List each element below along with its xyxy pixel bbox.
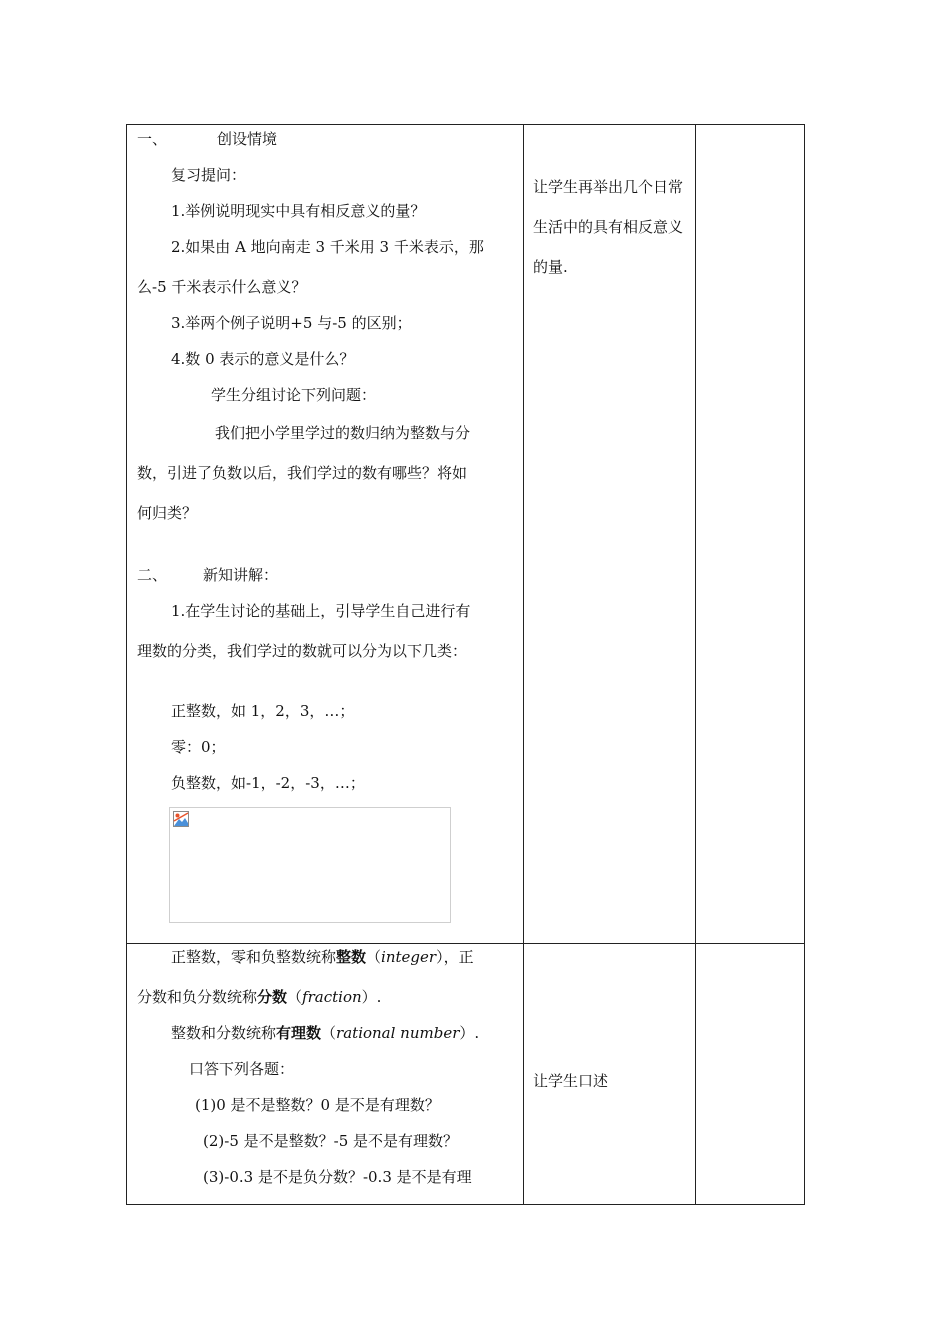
question-1: 1.举例说明现实中具有相反意义的量？ — [171, 202, 426, 220]
zero-item: 零：0； — [171, 738, 226, 756]
lesson-table — [126, 124, 805, 1205]
teaching-note-1: 让学生再举出几个日常生活中的具有相反意义的量. — [533, 178, 684, 276]
new-knowledge-line-2: 理数的分类，我们学过的数就可以分为以下几类： — [137, 642, 468, 660]
heading-1-title: 创设情境 — [217, 130, 278, 148]
discussion-line-2: 数，引进了负数以后，我们学过的数有哪些？将如 — [137, 464, 468, 482]
heading-1-number: 一、 — [137, 130, 168, 148]
discussion-line-3: 何归类？ — [137, 504, 198, 522]
positive-integers: 正整数，如 1，2，3，…； — [171, 702, 355, 720]
column-divider-2 — [695, 125, 696, 1204]
oral-answer-label: 口答下列各题： — [189, 1060, 295, 1078]
discussion-line-1: 我们把小学里学过的数归纳为整数与分 — [215, 424, 471, 442]
group-discussion-label: 学生分组讨论下列问题： — [211, 386, 377, 404]
broken-image-icon — [173, 811, 189, 827]
integer-definition: 正整数，零和负整数统称整数（integer），正 — [171, 948, 474, 966]
question-4: 4.数 0 表示的意义是什么？ — [171, 350, 355, 368]
oral-question-1: (1)0 是不是整数？0 是不是有理数？ — [195, 1096, 440, 1114]
oral-question-2: (2)-5 是不是整数？-5 是不是有理数？ — [203, 1132, 459, 1150]
fraction-definition: 分数和负分数统称分数（fraction）. — [137, 988, 382, 1006]
broken-image-placeholder — [169, 807, 451, 923]
oral-question-3: (3)-0.3 是不是负分数？-0.3 是不是有理 — [203, 1168, 472, 1186]
rational-definition: 整数和分数统称有理数（rational number）. — [171, 1024, 480, 1042]
teaching-note-2: 让学生口述 — [533, 1072, 609, 1090]
question-3: 3.举两个例子说明+5 与-5 的区别； — [171, 314, 412, 332]
column-divider-1 — [523, 125, 524, 1204]
negative-integers: 负整数，如-1，-2，-3，…； — [171, 774, 365, 792]
row-divider — [127, 943, 804, 944]
heading-2-title: 新知讲解： — [203, 566, 279, 584]
question-2-line-2: 么-5 千米表示什么意义？ — [137, 278, 307, 296]
new-knowledge-line-1: 1.在学生讨论的基础上，引导学生自己进行有 — [171, 602, 471, 620]
question-2-line-1: 2.如果由 A 地向南走 3 千米用 3 千米表示，那 — [171, 238, 484, 256]
heading-2-number: 二、 — [137, 566, 168, 584]
review-label: 复习提问： — [171, 166, 247, 184]
